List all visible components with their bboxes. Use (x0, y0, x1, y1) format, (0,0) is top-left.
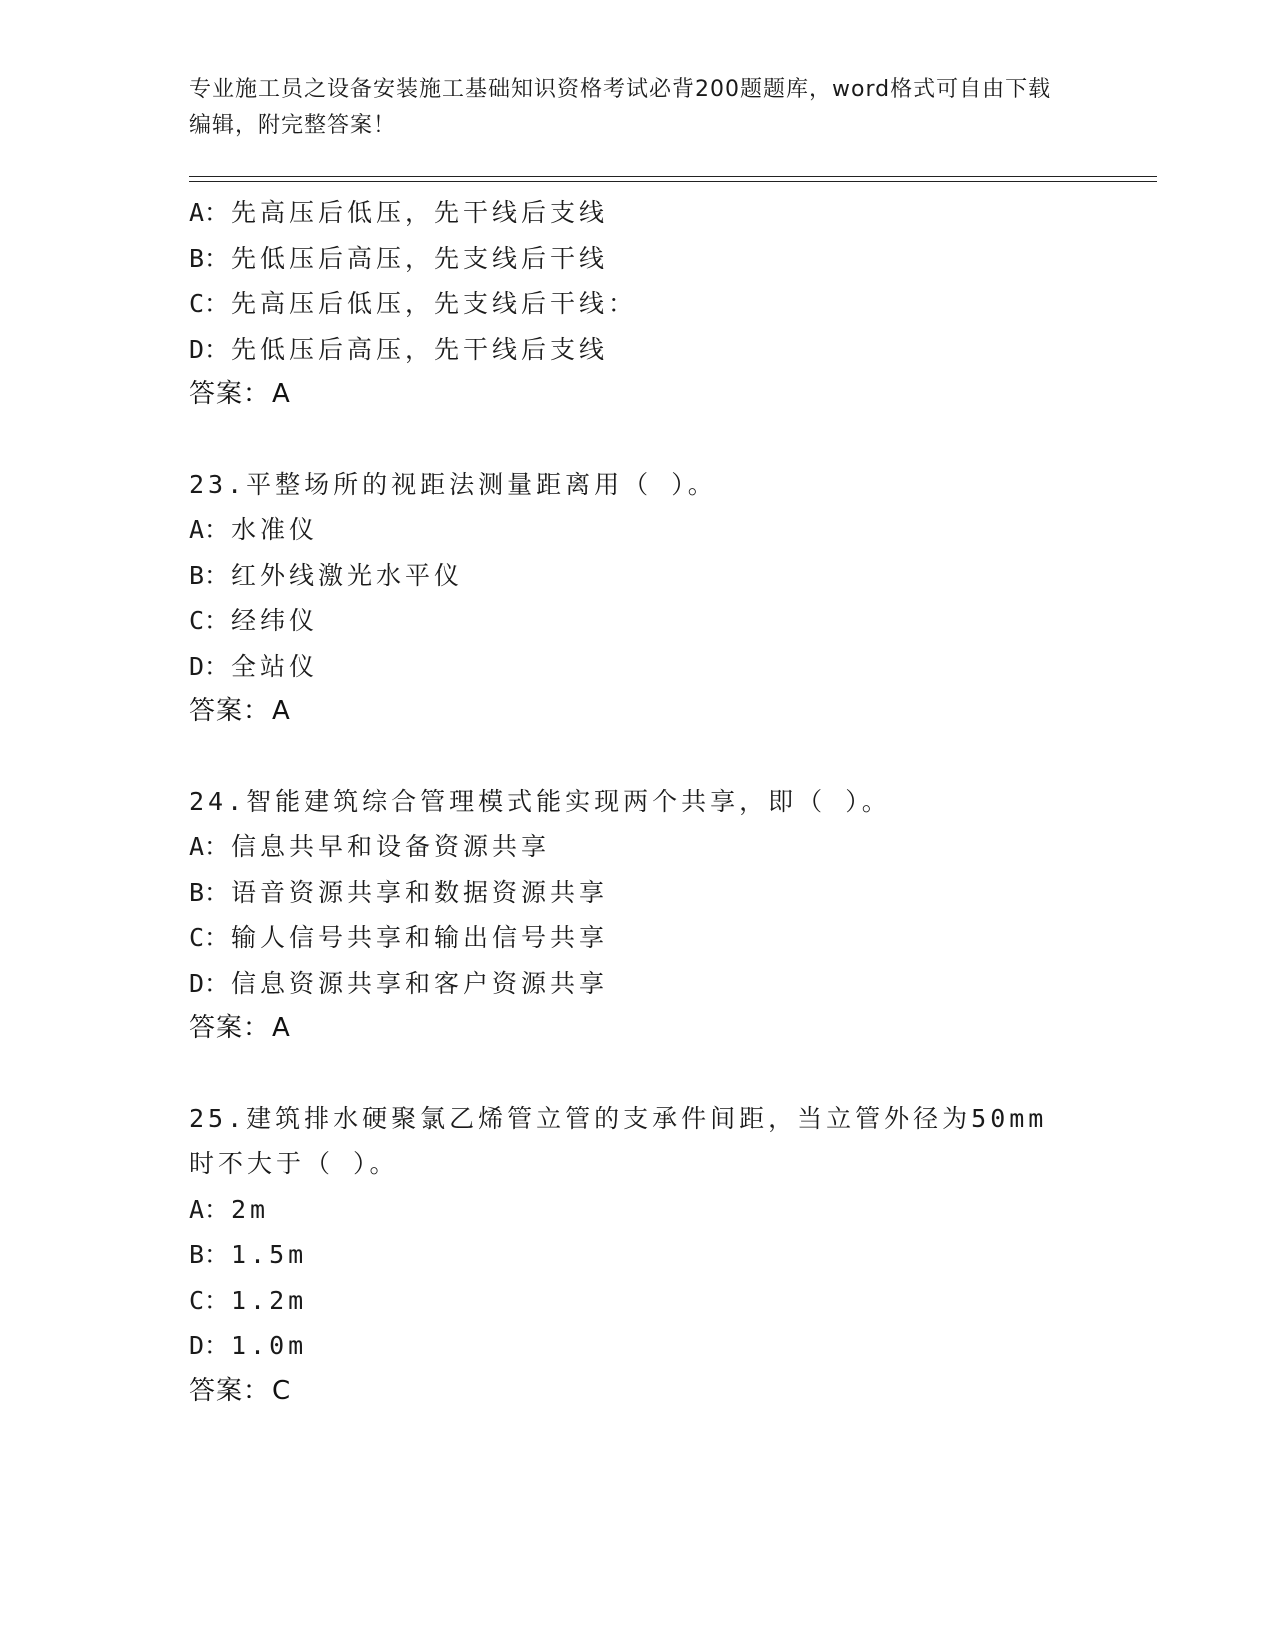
option-text: 2m (231, 1194, 270, 1224)
option-key: C： (189, 1285, 230, 1315)
option-c (189, 598, 1089, 644)
header-divider-bottom (189, 181, 1157, 182)
option-key: B： (189, 243, 230, 273)
answer-line (189, 689, 1089, 735)
answer-value: C (272, 1375, 292, 1406)
option-d (189, 1323, 1089, 1369)
option-key: D： (189, 334, 230, 364)
option-text: 水准仪 (231, 515, 319, 544)
option-b (189, 236, 1089, 282)
document-header: 专业施工员之设备安装施工基础知识资格考试必背200题题库，word格式可自由下载编辑，附完整答案！ (189, 77, 1052, 138)
option-text: 语音资源共享和数据资源共享 (231, 877, 609, 907)
option-text: 1.0m (231, 1331, 308, 1360)
option-text: 经纬仪 (231, 606, 319, 635)
answer-label: 答案： (189, 1375, 271, 1406)
option-key: A： (189, 1194, 230, 1224)
option-key: B： (189, 560, 230, 590)
option-text: 信息共早和设备资源共享 (231, 832, 551, 861)
question-stem: 25.建筑排水硬聚氯乙烯管立管的支承件间距，当立管外径为50mm时不大于（ ）。 (189, 1103, 1048, 1178)
answer-label: 答案： (189, 696, 271, 726)
option-c (189, 915, 1089, 961)
option-d (189, 327, 1089, 373)
option-d (189, 961, 1089, 1007)
header-divider-top (189, 176, 1157, 177)
option-key: A： (189, 832, 230, 861)
option-a (189, 507, 1089, 553)
answer-line (189, 1369, 1089, 1415)
answer-line (189, 372, 1089, 418)
answer-value: A (272, 1013, 291, 1043)
option-text: 输人信号共享和输出信号共享 (231, 923, 609, 952)
option-key: D： (189, 1331, 230, 1360)
option-key: B： (189, 877, 230, 907)
option-key: D： (189, 651, 230, 681)
option-text: 先高压后低压，先支线后干线： (231, 289, 638, 318)
question-stem: 23.平整场所的视距法测量距离用（ ）。 (189, 469, 717, 499)
answer-label: 答案： (189, 1013, 271, 1043)
option-a (189, 824, 1089, 870)
question-block-23 (189, 462, 1089, 735)
option-key: A： (189, 515, 230, 544)
option-text: 红外线激光水平仪 (231, 560, 464, 590)
option-key: B： (189, 1240, 230, 1269)
option-text: 全站仪 (231, 651, 319, 681)
option-key: C： (189, 289, 230, 318)
question-block-24 (189, 779, 1089, 1052)
option-b (189, 1232, 1089, 1278)
option-b (189, 553, 1089, 599)
option-key: C： (189, 606, 230, 635)
question-block-prev (189, 190, 1089, 418)
option-b (189, 870, 1089, 916)
option-text: 1.5m (231, 1240, 308, 1269)
answer-value: A (272, 696, 291, 726)
option-a (189, 190, 1089, 236)
option-a (189, 1187, 1089, 1233)
question-block-25 (189, 1096, 1089, 1415)
question-stem: 24.智能建筑综合管理模式能实现两个共享，即（ ）。 (189, 786, 891, 816)
option-text: 先低压后高压，先支线后干线 (231, 243, 609, 273)
answer-value: A (272, 379, 291, 409)
option-text: 先低压后高压，先干线后支线 (231, 334, 609, 364)
option-key: C： (189, 923, 230, 952)
option-text: 先高压后低压，先干线后支线 (231, 198, 609, 227)
answer-line (189, 1006, 1089, 1052)
question-list (189, 190, 1089, 1414)
answer-label: 答案： (189, 379, 271, 409)
option-c (189, 281, 1089, 327)
option-c (189, 1278, 1089, 1324)
option-text: 信息资源共享和客户资源共享 (231, 968, 609, 998)
option-d (189, 644, 1089, 690)
option-key: D： (189, 968, 230, 998)
option-text: 1.2m (231, 1285, 308, 1315)
option-key: A： (189, 198, 230, 227)
